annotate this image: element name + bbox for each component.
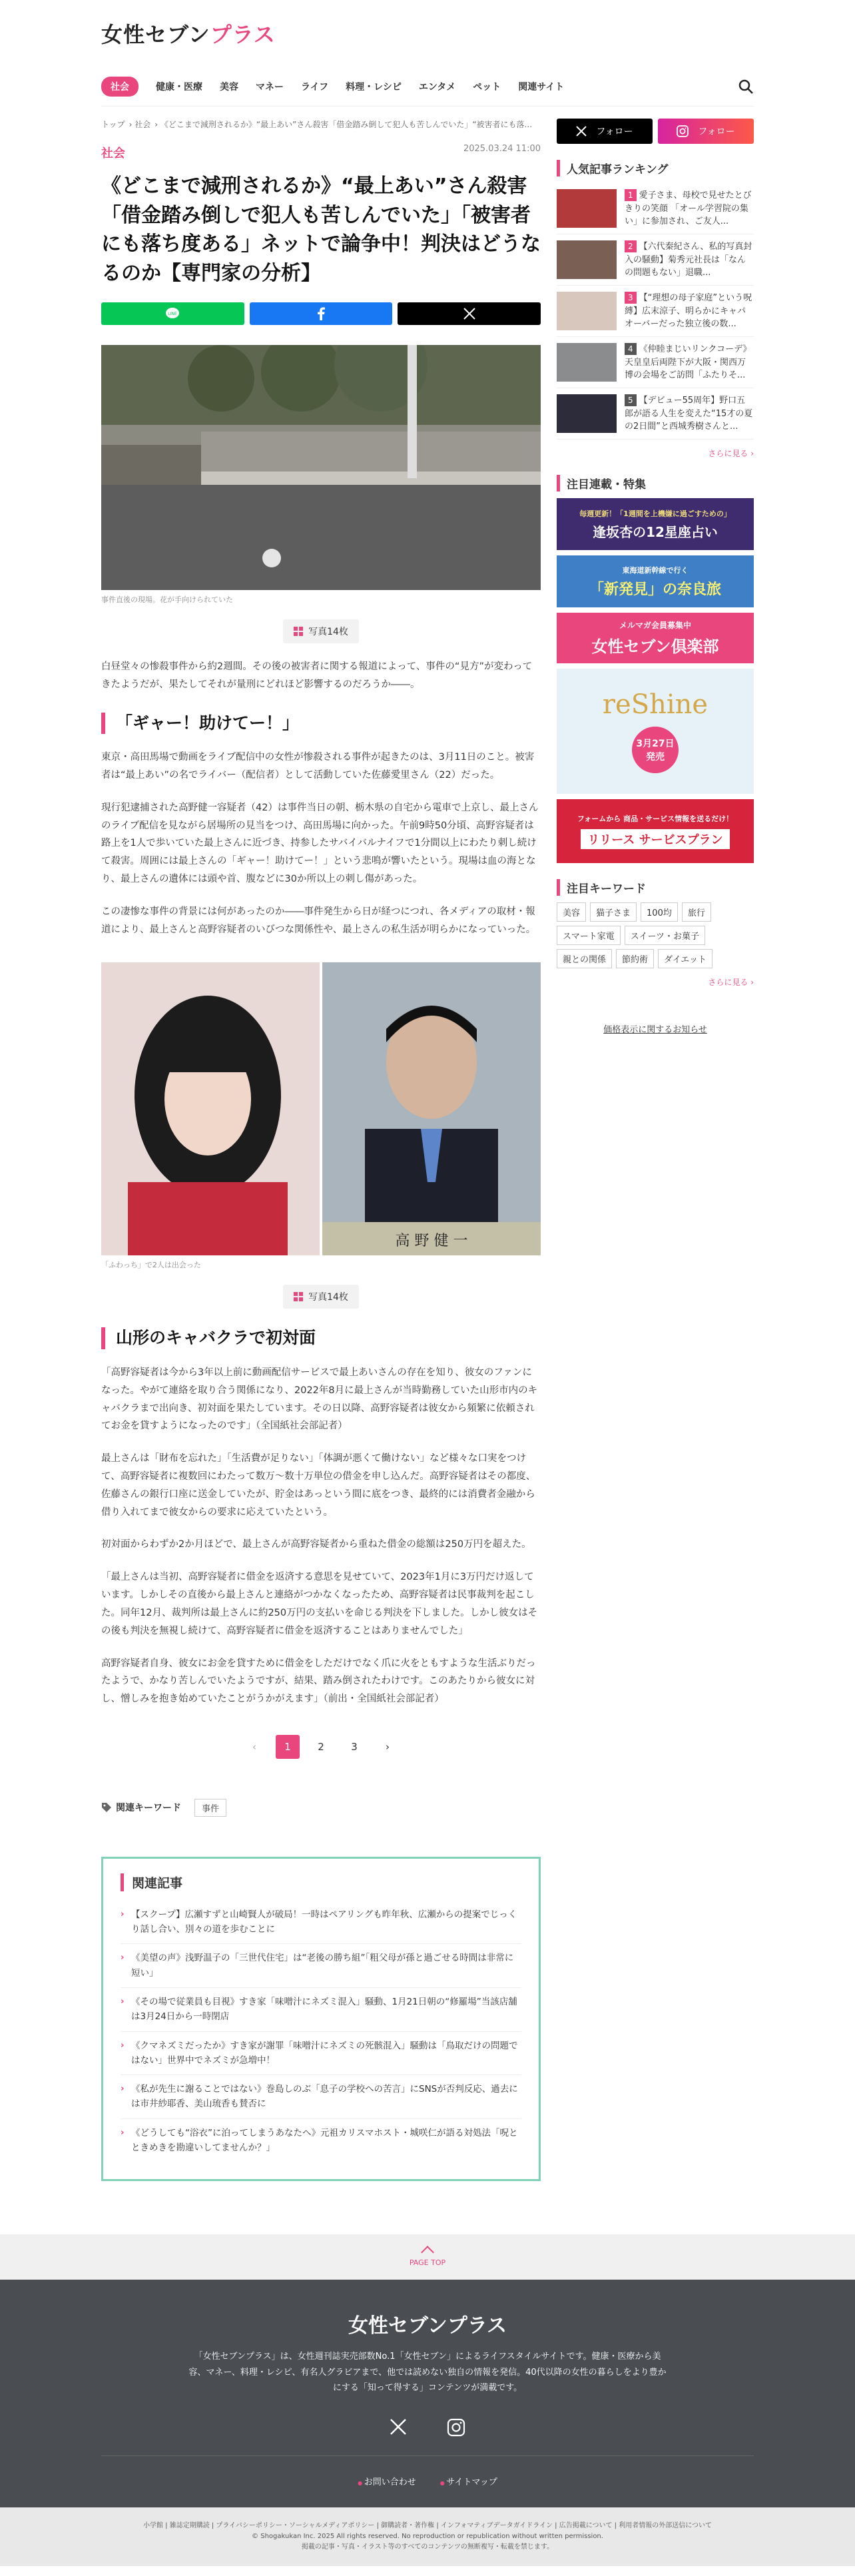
ranking-thumb	[557, 189, 617, 228]
article-paragraph: 「最上さんは当初、高野容疑者に借金を返済する意思を見せていて、2023年1月に3万円だけ返しています。しかしその直後から最上さんと連絡がつかなくなったため、高野容疑者は民事裁判を起こした。同年12月、裁判所は最上さんに約250万円の支払いを命じる判決を下しました。しかし彼女はその後も判決を無視し続けて、高野容疑者に借金を返済することはありませんでした」	[101, 1572, 538, 1636]
copyright	[0, 2507, 855, 2566]
persons-photo-illustration	[101, 962, 541, 1255]
related-item[interactable]: › 【スクープ】広瀬すずと山崎賢人が破局！一時はペアリングも昨年秋、広瀬からの提案でじっくり話し合い、別々の道を歩むことに	[121, 1901, 521, 1945]
photo-gallery-button-label: 写真14枚	[308, 1292, 348, 1303]
keyword-tags	[557, 902, 754, 968]
banner-release[interactable]	[557, 799, 754, 863]
keyword-tag[interactable]: 事件	[194, 1799, 226, 1817]
instagram-icon	[677, 125, 689, 137]
ranking-number: 3	[625, 292, 637, 304]
breadcrumb-current: 《どこまで減刑されるか》“最上あい”さん殺害「借金踏み倒して犯人も苦しんでいた」“被害者にも落...	[160, 120, 533, 129]
banner-title: 女性セブン倶楽部	[591, 637, 719, 656]
breadcrumb-top[interactable]: トップ	[101, 120, 125, 129]
banner-sub: メルマガ会員募集中	[619, 621, 691, 630]
section-heading-1: 「ギャー！助けてー！」	[101, 713, 541, 735]
banner-sub: 東海道新幹線で行く	[622, 565, 689, 575]
ranking-number: 5	[625, 394, 637, 406]
site-footer	[0, 2280, 855, 2507]
banner-title: 逢坂杏の12星座占い	[593, 523, 718, 540]
banner-title: reShine	[602, 689, 709, 720]
photo-caption-1: 事件直後の現場。花が手向けられていた	[101, 595, 233, 604]
article-photo-scene[interactable]	[101, 345, 541, 590]
article-date: 2025.03.24 11:00	[463, 144, 541, 154]
chevron-up-icon	[421, 2246, 434, 2259]
article-paragraph: 最上さんは「財布を忘れた」「生活費が足りない」「体調が悪くて働けない」など様々な口実をつけて、高野容疑者に複数回にわたって数万～数十万単位の借金を申し込んだ。高野容疑者はその都度、佐藤さんの銀行口座に送金していたが、貯金はあっという間に底をつき、最終的には消費者金融から借り入れてまで彼女からの要求に応えていたという。	[101, 1453, 536, 1518]
ranking-text: 《仲睦まじいリンクコーデ》天皇皇后両陛下が大阪・関西万博の会場をご訪問「ふたりそ...	[625, 344, 752, 380]
pagination	[101, 1735, 541, 1759]
related-item[interactable]: › 《どうしても“浴衣”に泊ってしまうあなたへ》元祖カリスマホスト・城咲仁が語る対処法「呪とときめきを勘違いしてませんか？」	[121, 2119, 521, 2162]
pager-prev[interactable]: ‹	[252, 1740, 256, 1753]
banner-reshine[interactable]	[557, 669, 754, 794]
related-item[interactable]: › 《その場で従業員も目視》すき家「味噌汁にネズミ混入」騒動、1月21日朝の“修羅場”当該店舗は3月24日から一時閉店	[121, 1988, 521, 2032]
ranking-number: 4	[625, 343, 637, 355]
ranking-number: 2	[625, 240, 637, 252]
article-paragraph: 「高野容疑者は今から3年以上前に動画配信サービスで最上あいさんの存在を知り、彼女のファンになった。やがて連絡を取り合う関係になり、2022年8月に最上さんが当時勤務していた山形市内のキャバクラまで出向き、初対面を果たしています。その日以降、高野容疑者は彼女から頻繁に依頼されてお金を貸すようになったのです」（全国紙社会部記者）	[101, 1367, 538, 1432]
share-line-button[interactable]	[101, 302, 244, 325]
related-item[interactable]: › 《クマネズミだったか》すき家が謝罪「味噌汁にネズミの死骸混入」騒動は「鳥取だけの問題ではない」世界中でネズミが急増中！	[121, 2032, 521, 2076]
keyword-tag[interactable]: 旅行	[682, 902, 711, 922]
keyword-tag[interactable]: スマート家電	[557, 926, 621, 945]
pager-page-3[interactable]: 3	[351, 1740, 358, 1753]
x-icon[interactable]	[390, 2418, 407, 2435]
keyword-title: 注目キーワード	[557, 879, 754, 896]
footer-logo[interactable]: 女性セブンプラス	[348, 2314, 507, 2338]
follow-x-label: フォロー	[596, 127, 633, 137]
keyword-tag[interactable]: 美容	[557, 902, 586, 922]
ranking-number: 1	[625, 189, 637, 201]
keyword-tag[interactable]: ダイエット	[658, 949, 712, 968]
ranking-item[interactable]	[557, 337, 754, 388]
nav-item-health[interactable]: 健康・医療	[156, 81, 202, 93]
breadcrumb-category[interactable]: 社会	[135, 120, 151, 129]
banner-sub: 毎週更新！「1週間を上機嫌に過ごすための」	[579, 509, 731, 518]
article-main	[101, 119, 541, 2181]
svg-text:LINE: LINE	[168, 312, 178, 316]
related-item[interactable]: › 《私が先生に謝ることではない》巻島しのぶ「息子の学校への苦言」にSNSが否判反応、過去には市井紗耶香、美山琉香も賛否に	[121, 2075, 521, 2119]
banner-sub: フォームから 商品・サービス情報を送るだけ！	[577, 814, 734, 823]
related-item[interactable]: › 《美望の声》浅野温子の「三世代住宅」は“老後の勝ち組”「粗父母が孫と過ごせる時間は非常に短い」	[121, 1944, 521, 1988]
gallery-icon	[294, 1292, 303, 1301]
photo-gallery-button[interactable]	[283, 619, 359, 643]
site-header	[101, 0, 754, 67]
follow-instagram-button[interactable]	[658, 119, 754, 144]
copyright-note: 掲載の記事・写真・イラスト等のすべてのコンテンツの無断複写・転載を禁じます。	[301, 2543, 554, 2551]
article-paragraph: この凄惨な事件の背景には何があったのか――事件発生から日が経つにつれ、各メディアの取材・報道により、最上さんと高野容疑者のいびつな関係性や、最上さんの私生活が明らかになっていった。	[101, 906, 536, 935]
ranking-thumb	[557, 343, 617, 382]
ranking-item[interactable]	[557, 388, 754, 440]
nav-item-entertainment[interactable]: エンタメ	[418, 81, 456, 93]
page-top-label: PAGE TOP	[409, 2258, 446, 2267]
keyword-tag[interactable]: スイーツ・お菓子	[625, 926, 705, 945]
ranking-text: 【六代秦紀さん、私的写真封入の騒動】菊秀元社長は「なんの問題もない」退職...	[625, 242, 752, 278]
footer-link-sitemap[interactable]: ● サイトマップ	[440, 2475, 497, 2487]
sidebar	[557, 119, 754, 2181]
related-articles	[101, 1857, 541, 2181]
photo-gallery-button-label: 写真14枚	[308, 627, 348, 637]
photo-gallery-button[interactable]	[283, 1285, 359, 1309]
ranking-thumb	[557, 240, 617, 279]
banner-title: リリース サービスプラン	[581, 829, 729, 849]
share-bar	[101, 302, 541, 325]
footer-links-small[interactable]: 小学館 | 雑誌定期購読 | プライバシーポリシー・ソーシャルメディアポリシー | 御購読者・著作権 | インフォマティブデータガイドライン | 広告掲載について | 利用者情報の外部送信について	[142, 2522, 712, 2530]
nav-item-beauty[interactable]: 美容	[220, 81, 238, 93]
pager-page-1[interactable]: 1	[276, 1735, 300, 1759]
price-notice-link[interactable]: 価格表示に関するお知らせ	[603, 1025, 707, 1035]
article-paragraph: 現行犯逮捕された高野健一容疑者（42）は事件当日の朝、栃木県の自宅から電車で上京し、最上さんのライブ配信を見ながら居場所の見当をつけ、高田馬場に向かった。午前9時50分頃、高野容疑者は路上を1人で歩いていた最上さんに近づき、持参したサバイバルナイフで1分間以上にわたり刺し続けて殺害。周囲には最上さんの「ギャー！助けてー！」という悲鳴が響いたという。現場は血の海となり、最上さんの遺体には頭や首、腹などに30か所以上の刺し傷があった。	[101, 802, 539, 884]
x-icon	[576, 126, 587, 137]
article-lead: 白昼堂々の惨殺事件から約2週間。その後の被害者に関する報道によって、事件の“見方”が変わってきたようだが、果たしてそれが量刑にどれほど影響するのだろうか――。	[101, 661, 533, 690]
instagram-icon[interactable]	[447, 2418, 465, 2437]
global-nav	[101, 67, 754, 107]
footer-link-contact[interactable]: ● お問い合わせ	[358, 2475, 416, 2487]
section-heading-2: 山形のキャバクラで初対面	[101, 1327, 541, 1349]
article-category[interactable]: 社会	[101, 147, 125, 161]
nav-item-pet[interactable]: ペット	[473, 81, 501, 93]
site-logo[interactable]: 女性セブンプラス	[101, 22, 276, 47]
keywords-label: 関連キーワード	[116, 1803, 181, 1814]
ranking-text: 愛子さま、母校で見せたとびきりの笑顔 「オール学習院の集い」に参加され、ご友人...	[625, 190, 752, 226]
nav-item-recipe[interactable]: 料理・レシピ	[346, 81, 402, 93]
article-title: 《どこまで減刑されるか》“最上あい”さん殺害「借金踏み倒しで犯人も苦しんでいた」「被害者にも落ち度ある」ネットで論争中！判決はどうなるのか【専門家の分析】	[101, 174, 541, 285]
nav-item-social[interactable]: 社会	[101, 77, 139, 97]
ranking-text: 【デビュー55周年】野口五郎が語る人生を変えた“15才の夏の2日間”と西城秀樹さんと...	[625, 396, 753, 432]
facebook-icon	[317, 307, 325, 320]
gallery-icon	[294, 627, 303, 636]
copyright-text: © Shogakukan Inc. 2025 All rights reserved. No reproduction or republication without written permission.	[252, 2533, 603, 2541]
banner-club[interactable]	[557, 613, 754, 663]
scene-photo-illustration	[101, 345, 541, 590]
banner-nara[interactable]	[557, 555, 754, 607]
keyword-tag[interactable]: 猫子さま	[590, 902, 637, 922]
tag-icon	[101, 1802, 112, 1813]
ranking-thumb	[557, 394, 617, 433]
share-x-button[interactable]	[398, 302, 541, 325]
ranking-title: 人気記事ランキング	[557, 160, 754, 176]
ranking-more-link[interactable]: さらに見る ›	[708, 449, 754, 458]
article-photo-persons[interactable]	[101, 962, 541, 1255]
x-icon	[463, 308, 475, 320]
share-facebook-button[interactable]	[250, 302, 393, 325]
nav-item-related-sites[interactable]: 関連サイト	[518, 81, 565, 93]
ranking-text: 【“理想の母子家庭”という呪縛】広末涼子、明らかにキャパオーバーだった独立後の数...	[625, 293, 752, 329]
photo-name-plate: 高 野 健 一	[395, 1233, 468, 1250]
ranking-thumb	[557, 292, 617, 330]
keyword-tag[interactable]: 親との関係	[557, 949, 612, 968]
follow-x-button[interactable]	[557, 119, 653, 144]
related-title: 関連記事	[121, 1873, 521, 1891]
banner-horoscope[interactable]	[557, 498, 754, 550]
photo-caption-2: 「ふわっち」で2人は出会った	[101, 1261, 201, 1270]
nav-item-money[interactable]: マネー	[256, 81, 284, 93]
breadcrumb: トップ › 社会 › 《どこまで減刑されるか》“最上あい”さん殺害「借金踏み倒して犯人も苦しんでいた」“被害者にも落...	[101, 120, 533, 129]
ranking-item[interactable]	[557, 234, 754, 286]
article-paragraph: 高野容疑者自身、彼女にお金を貸すために借金をしただけでなく爪に火をともすような生活ぶりだったようで、かなり苦しんでいたようですが、結果、踏み倒されたわけです。このあたりから彼女に対し、憎しみを抱き始めていたことがうかがえます」（前出・全国紙社会部記者）	[101, 1658, 536, 1705]
keyword-more-link[interactable]: さらに見る ›	[708, 978, 754, 987]
follow-ig-label: フォロー	[698, 127, 735, 137]
nav-item-life[interactable]: ライフ	[301, 81, 329, 93]
keyword-tag[interactable]: 節約術	[616, 949, 654, 968]
ranking-item[interactable]	[557, 183, 754, 234]
footer-description: 「女性セブンプラス」は、女性週刊誌実売部数No.1「女性セブン」によるライフスタイルサイトです。健康・医療から美容、マネー、料理・レシピ、有名人グラビアまで、他では読めない独自の情報を発信。40代以降の女性の暮らしをより豊かにする「知って得する」コンテンツが満載です。	[188, 2352, 667, 2393]
pager-page-2[interactable]: 2	[318, 1740, 324, 1753]
article-paragraph: 東京・高田馬場で動画をライブ配信中の女性が惨殺される事件が起きたのは、3月11日のこと。被害者は“最上あい”の名でライバー（配信者）として活動していた佐藤愛里さん（22）だった。	[101, 752, 535, 781]
special-title: 注目連載・特集	[557, 475, 754, 491]
ranking-item[interactable]	[557, 286, 754, 337]
keyword-tag[interactable]: 100均	[641, 902, 678, 922]
page-top-button[interactable]	[0, 2234, 855, 2280]
pager-next[interactable]: ›	[386, 1740, 390, 1753]
search-icon[interactable]	[738, 79, 754, 95]
article-paragraph: 初対面からわずか2か月ほどで、最上さんが高野容疑者から重ねた借金の総額は250万円を超えた。	[101, 1539, 531, 1550]
banner-title: 「新発見」の奈良旅	[589, 581, 721, 598]
banner-sub: 3月27日 発売	[632, 727, 679, 773]
line-icon	[165, 307, 180, 320]
related-keywords	[101, 1799, 541, 1817]
